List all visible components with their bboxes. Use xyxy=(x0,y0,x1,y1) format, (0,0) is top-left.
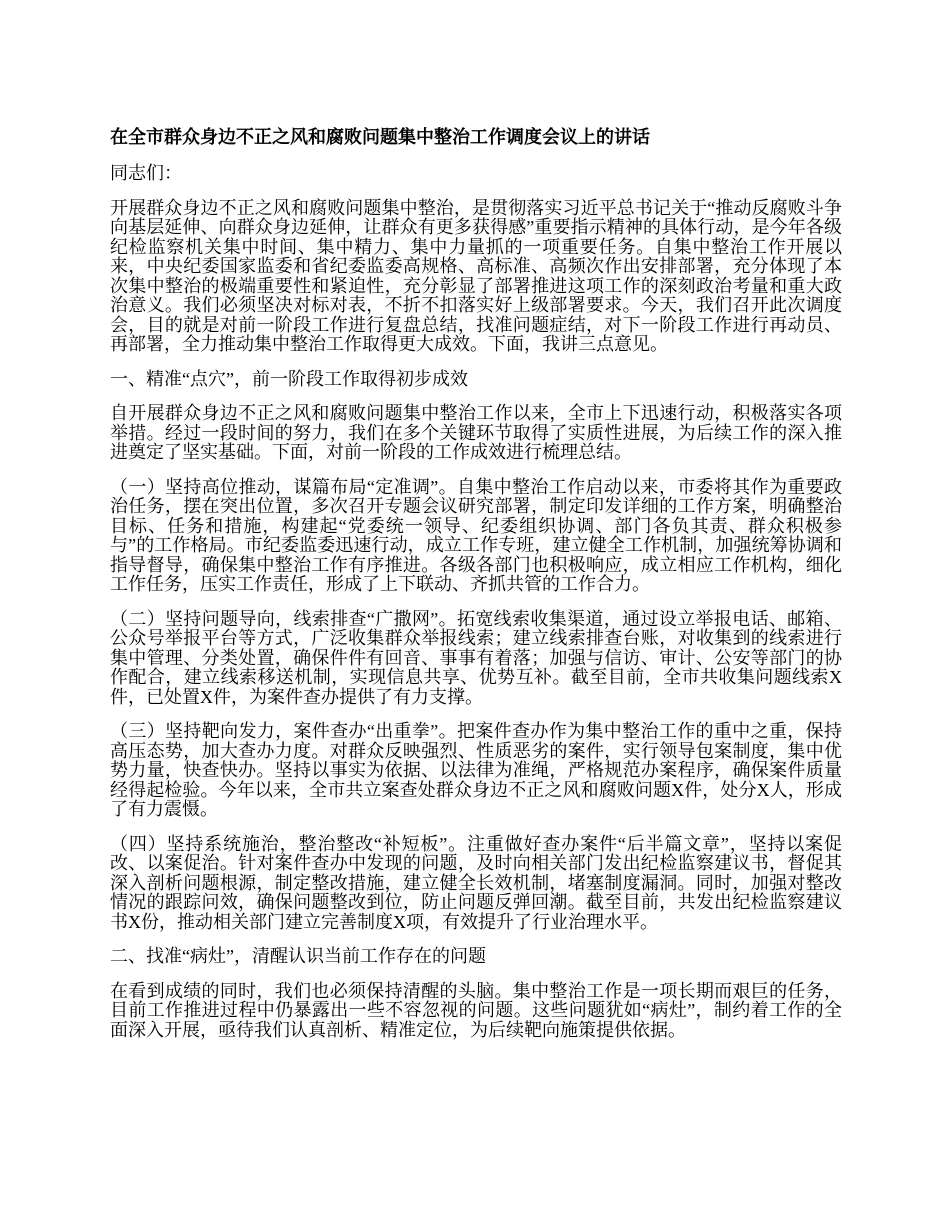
document-title: 在全市群众身边不正之风和腐败问题集中整治工作调度会议上的讲话 xyxy=(110,127,650,147)
section-heading: 二、找准“病灶”，清醒认识当前工作存在的问题 xyxy=(110,946,486,966)
doc-paragraph: 同志们： xyxy=(110,163,182,183)
doc-paragraph: （四）坚持系统施治，整治整改“补短板”。注重做好查办案件“后半篇文章”，坚持以案促改、以案促治。针对案件查办中发现的问题，及时向相关部门发出纪检监察建议书，督促其深入剖析问题根源，制定整改措施，建立健全长效机制，堵塞制度漏洞。同时，加强对整改情况的跟踪问效，确保问题整改到位，防止问题反弹回潮。截至目前，共发出纪检监察建议书X份，推动相关部门建立完善制度X项，有效提升了行业治理水平。 xyxy=(110,833,842,932)
document-body xyxy=(110,164,842,1040)
section-heading: 一、精准“点穴”，前一阶段工作取得初步成效 xyxy=(110,368,468,389)
doc-paragraph: 自开展群众身边不正之风和腐败问题集中整治工作以来，全市上下迅速行动，积极落实各项举措。经过一段时间的努力，我们在多个关键环节取得了实质性进展，为后续工作的深入推进奠定了坚实基础。下面，对前一阶段的工作成效进行梳理总结。 xyxy=(110,403,842,462)
doc-paragraph: （三）坚持靶向发力，案件查办“出重拳”。把案件查办作为集中整治工作的重中之重，保持高压态势，加大查办力度。对群众反映强烈、性质恶劣的案件，实行领导包案制度，集中优势力量，快查快办。坚持以事实为依据、以法律为准绳，严格规范办案程序，确保案件质量经得起检验。今年以来，全市共立案查处群众身边不正之风和腐败问题X件，处分X人，形成了有力震慑。 xyxy=(110,721,842,819)
doc-paragraph: 开展群众身边不正之风和腐败问题集中整治，是贯彻落实习近平总书记关于“推动反腐败斗争向基层延伸、向群众身边延伸，让群众有更多获得感”重要指示精神的具体行动，是今年各级纪检监察机关集中时间、集中精力、集中力量抓的一项重要任务。自集中整治工作开展以来，中央纪委国家监委和省纪委监委高规格、高标准、高频次作出安排部署，充分体现了本次集中整治的极端重要性和紧迫性，充分彰显了部署推进这项工作的深刻政治考量和重大政治意义。我们必须坚决对标对表，不折不扣落实好上级部署要求。今天，我们召开此次调度会，目的就是对前一阶段工作进行复盘总结，找准问题症结，对下一阶段工作进行再动员、再部署，全力推动集中整治工作取得更大成效。下面，我讲三点意见。 xyxy=(110,197,842,354)
doc-paragraph: 在看到成绩的同时，我们也必须保持清醒的头脑。集中整治工作是一项长期而艰巨的任务，目前工作推进过程中仍暴露出一些不容忽视的问题。这些问题犹如“病灶”，制约着工作的全面深入开展，亟待我们认真剖析、精准定位，为后续靶向施策提供依据。 xyxy=(110,980,842,1040)
doc-paragraph: （二）坚持问题导向，线索排查“广撒网”。拓宽线索收集渠道，通过设立举报电话、邮箱、公众号举报平台等方式，广泛收集群众举报线索；建立线索排查台账，对收集到的线索进行集中管理、分类处置，确保件件有回音、事事有着落；加强与信访、审计、公安等部门的协作配合，建立线索移送机制，实现信息共享、优势互补。截至目前，全市共收集问题线索X件，已处置X件，为案件查办提供了有力支撑。 xyxy=(110,608,842,707)
doc-paragraph: （一）坚持高位推动，谋篇布局“定准调”。自集中整治工作启动以来，市委将其作为重要政治任务，摆在突出位置，多次召开专题会议研究部署，制定印发详细的工作方案，明确整治目标、任务和措施，构建起“党委统一领导、纪委组织协调、部门各负其责、群众积极参与”的工作格局。市纪委监委迅速行动，成立工作专班，建立健全工作机制，加强统筹协调和指导督导，确保集中整治工作有序推进。各级各部门也积极响应，成立相应工作机构，细化工作任务，压实工作责任，形成了上下联动、齐抓共管的工作合力。 xyxy=(110,476,842,594)
